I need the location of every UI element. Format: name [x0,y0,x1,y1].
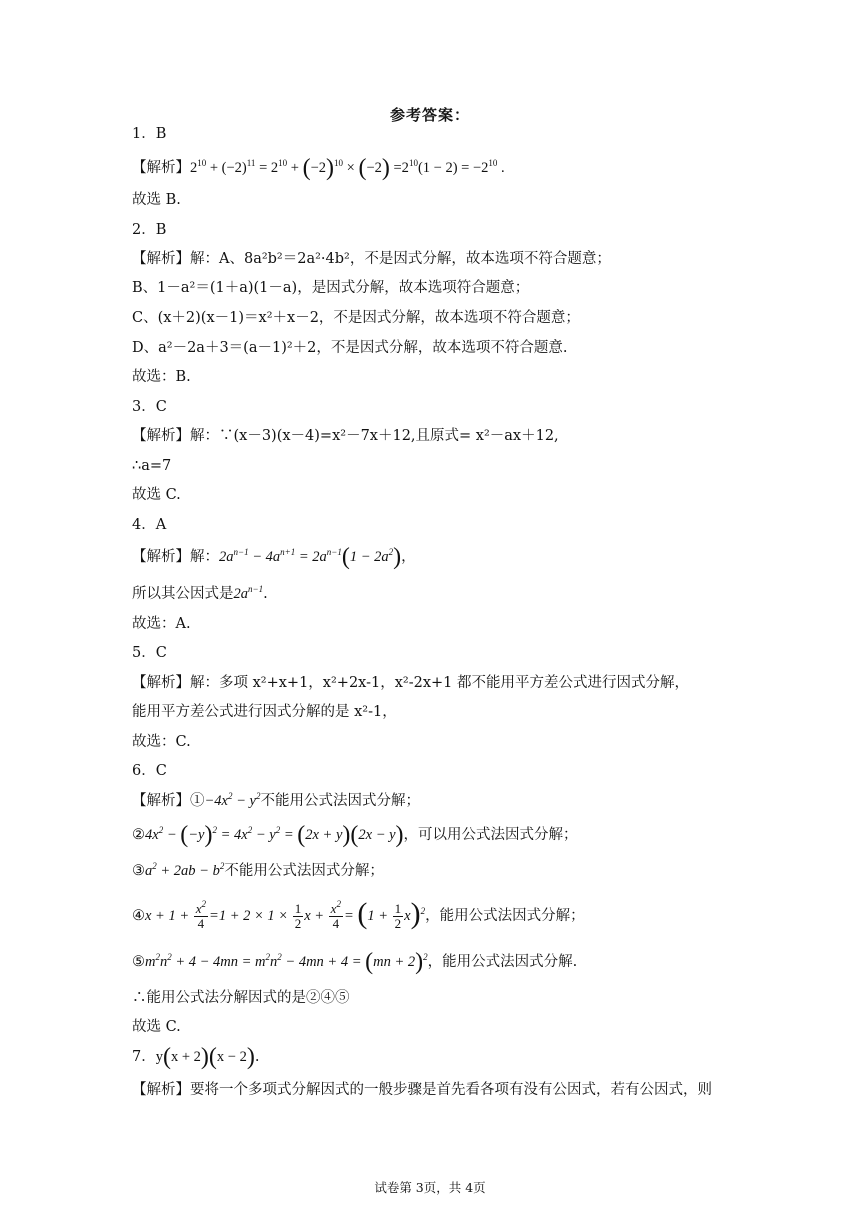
choice-1: 故选 B. [132,192,181,208]
solution-1: 【解析】$2^{10} + (-2)^{11} = 2^{10} + (-2)^{10} \times (-2) =2^{10}(1 - 2) = -2^{10}$ . [132,155,505,181]
answer-1: 1．B [132,126,167,142]
solution-4-a: 【解析】解：$2a^{n-1} - 4a^{n+1} = 2a^{n-1}(1 - 2a^2)$， [132,544,416,570]
answer-3: 3．C [132,399,167,415]
answer-6: 6．C [132,763,167,779]
solution-6-2: $②4x^2 - (-y)^2 = 4x^2 - y^2 = (2x + y)(2x - y)$，可以用公式法因式分解； [132,822,578,848]
solution-6-4: ④x + 1 + $\frac{x^2}{4}$ =1 + 2 × 1 × $\frac{1}{2}$ x + $\frac{x^2}{4}$ = (1 + $\frac{1}{2}$ x)$^2$，能用公式法因式分解； [132,896,585,931]
solution-7: 【解析】要将一个多项式分解因式的一般步骤是首先看各项有没有公因式，若有公因式，则 [132,1082,712,1098]
page-title: 参考答案： [389,106,470,124]
answer-7: 7．y(x + 2)(x − 2). [132,1044,260,1070]
choice-5: 故选：C. [132,734,191,750]
choice-3: 故选 C. [132,487,181,503]
choice-6: 故选 C. [132,1019,181,1035]
solution-6-1: 【解析】$①-4x^2 - y^2$不能用公式法因式分解； [132,791,420,809]
solution-5-b: 能用平方差公式进行因式分解的是 x²-1， [132,704,397,720]
choice-2: 故选：B. [132,369,191,385]
choice-4: 故选：A. [132,616,191,632]
page-footer: 试卷第 3页，共 4页 [374,1180,486,1195]
answer-5: 5．C [132,645,167,661]
solution-6-conclusion: ∴能用公式法分解因式的是②④⑤ [132,990,350,1006]
answer-4: 4．A [132,517,167,533]
solution-3-b: ∴a=7 [132,458,172,474]
solution-6-5: $⑤m^2n^2 + 4 - 4mn = m^2n^2 - 4mn + 4 = (mn + 2)^2$，能用公式法因式分解. [132,949,578,975]
answer-2: 2．B [132,222,167,238]
solution-4-b: 所以其公因式是$2a^{n-1}$. [132,584,268,602]
solution-2-d: D、a²－2a＋3＝(a－1)²＋2，不是因式分解，故本选项不符合题意. [132,340,568,356]
solution-2-a: 【解析】解：A、8a²b²＝2a²·4b²，不是因式分解，故本选项不符合题意； [132,251,611,267]
solution-2-c: C、(x＋2)(x－1)＝x²＋x－2，不是因式分解，故本选项不符合题意； [132,310,580,326]
solution-6-3: $③a^2 + 2ab - b^2$不能用公式法因式分解； [132,861,384,879]
solution-5-a: 【解析】解：多项 x²+x+1，x²+2x-1，x²-2x+1 都不能用平方差公式进行因式分解， [132,675,689,691]
solution-3-a: 【解析】解：∵(x－3)(x－4)=x²－7x＋12,且原式= x²－ax＋12, [132,428,559,444]
solution-2-b: B、1－a²＝(1＋a)(1－a)，是因式分解，故本选项符合题意； [132,280,530,296]
